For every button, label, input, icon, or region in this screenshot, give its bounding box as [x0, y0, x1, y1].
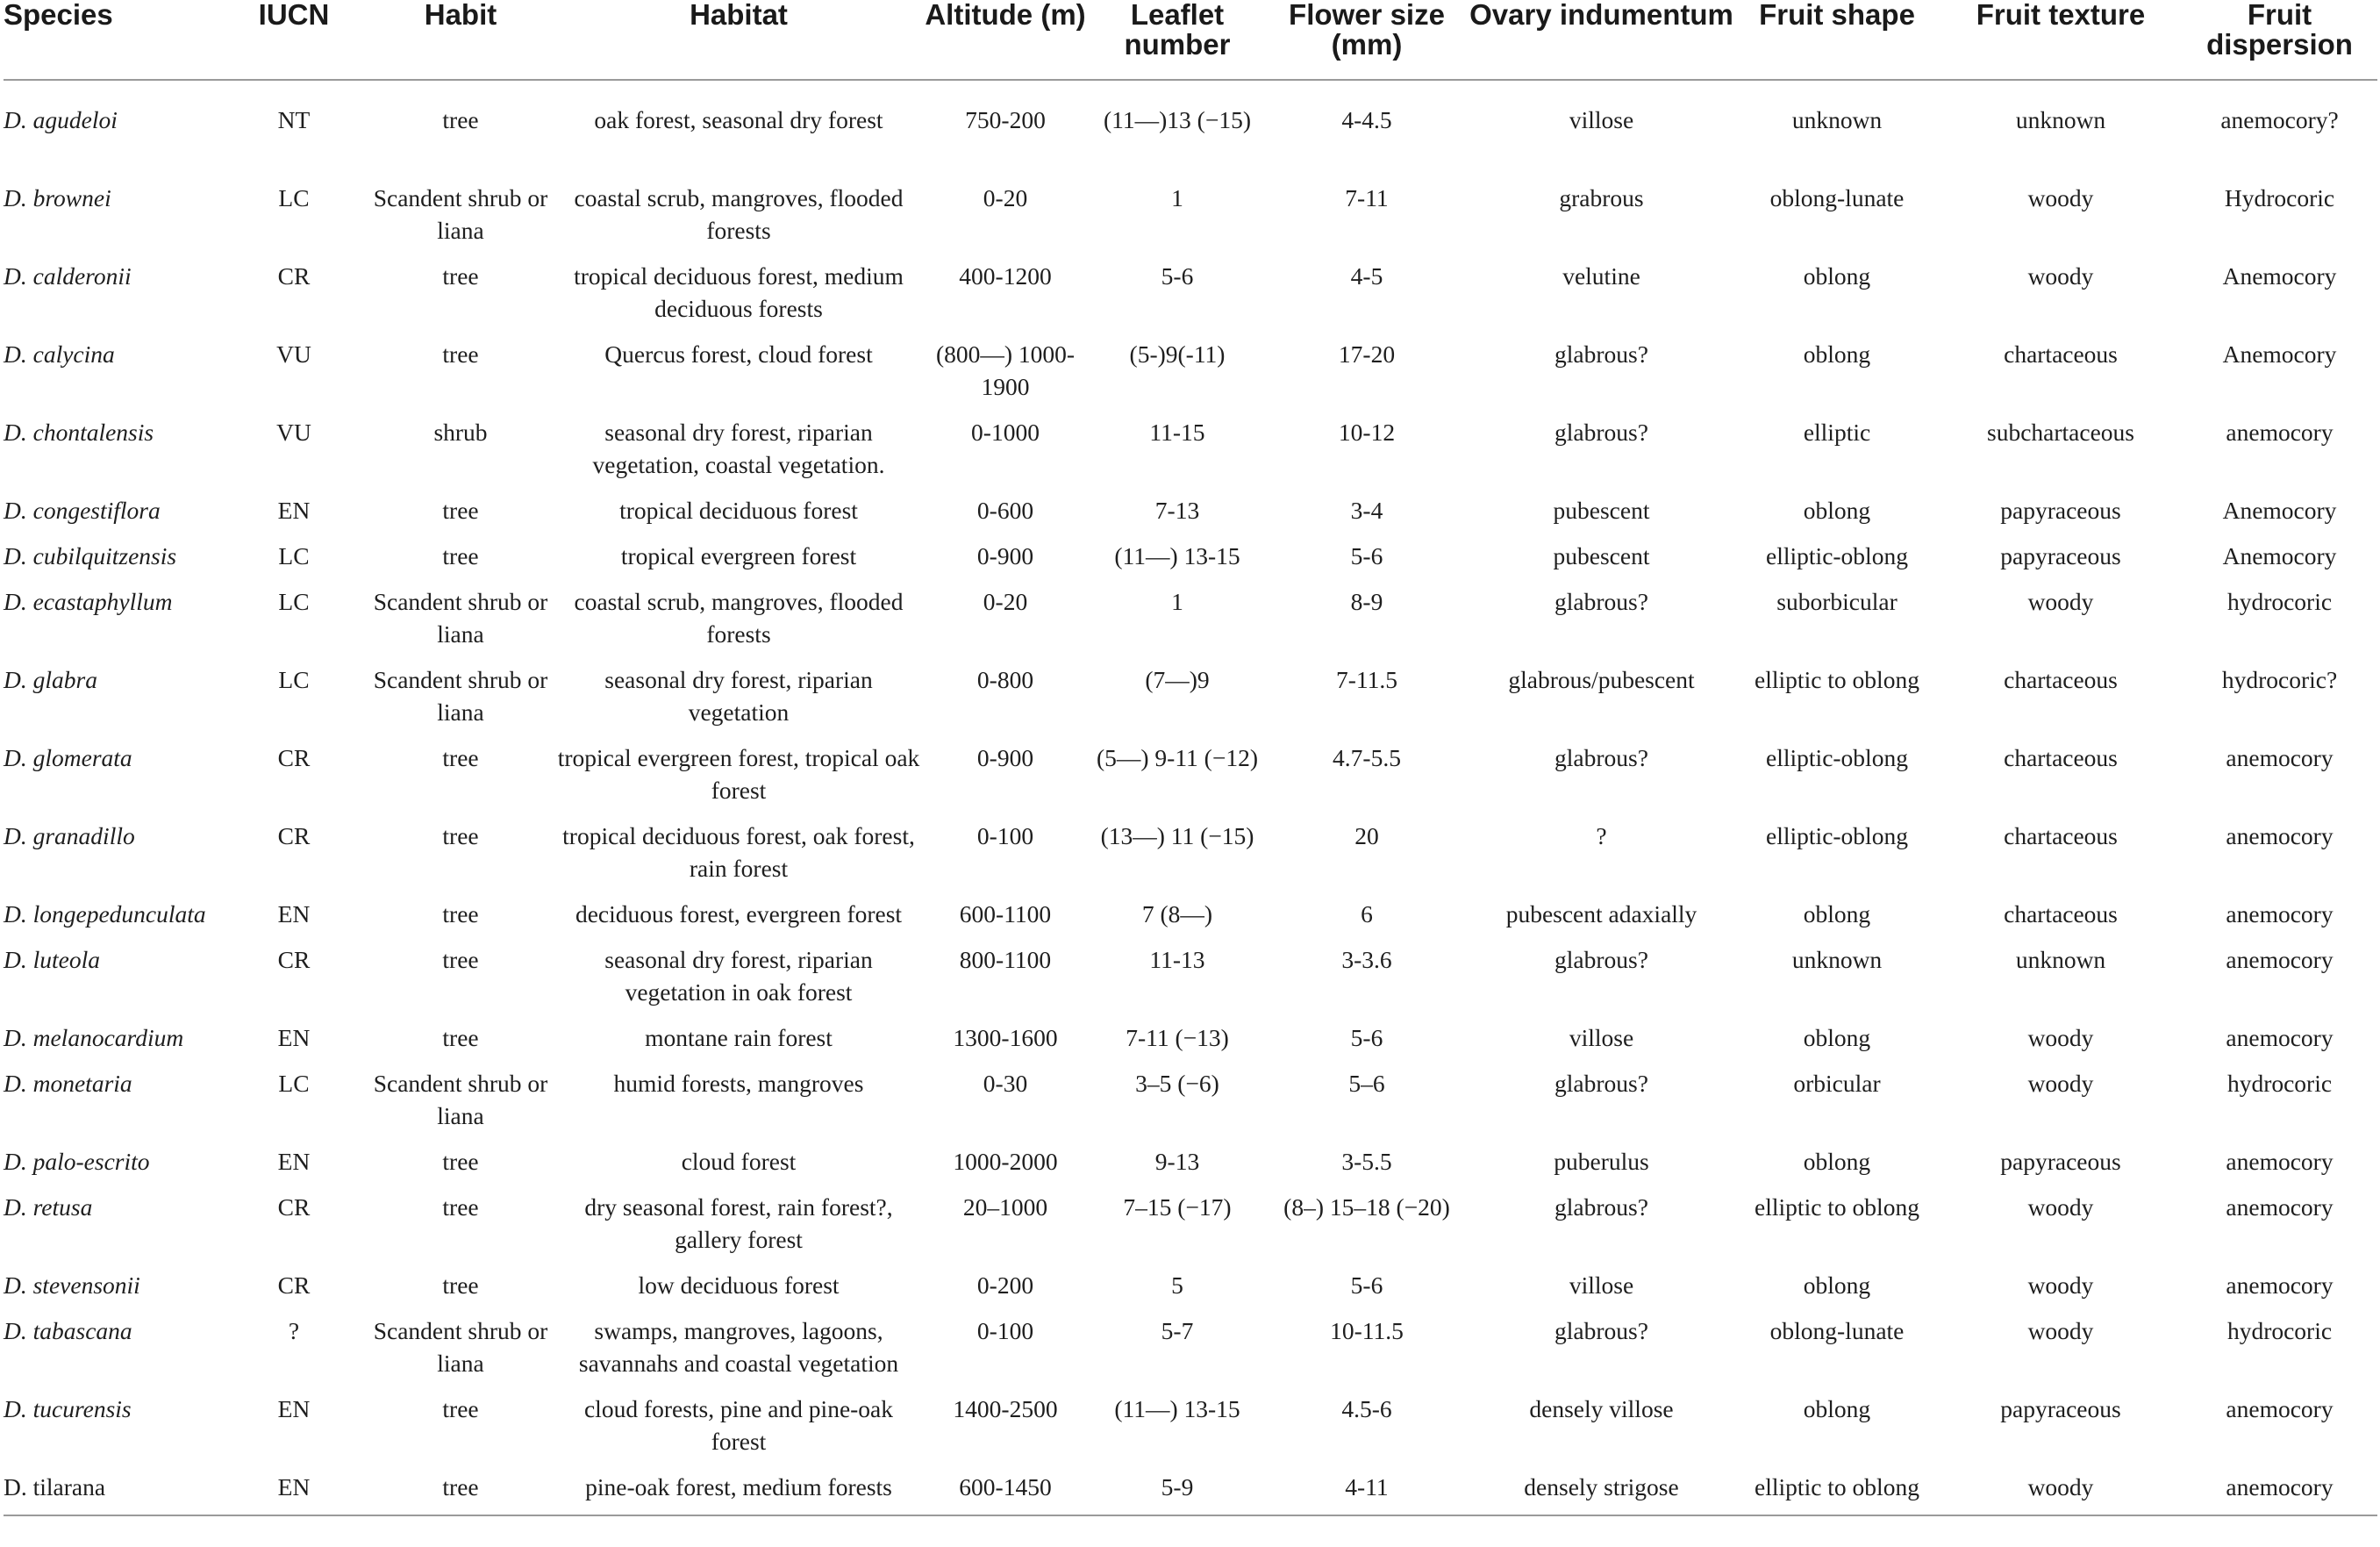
cell-altitude: 750-200 — [965, 106, 1046, 133]
cell-fruit-shape: elliptic-oblong — [1766, 542, 1908, 569]
cell-flower-size: 20 — [1354, 822, 1379, 849]
cell-iucn: CR — [277, 1193, 311, 1221]
cell-ovary-indumentum: ? — [1596, 822, 1607, 849]
cell-flower-size: 3-5.5 — [1341, 1148, 1392, 1175]
cell-fruit-dispersion: anemocory — [2226, 1024, 2334, 1051]
cell-fruit-texture: papyraceous — [2000, 497, 2121, 524]
cell-leaflet-number: (11—)13 (−15) — [1104, 106, 1251, 133]
cell-habitat: tropical deciduous forest, oak forest, rain forest — [562, 822, 915, 882]
cell-ovary-indumentum: pubescent — [1553, 542, 1650, 569]
cell-fruit-dispersion: anemocory — [2226, 900, 2334, 927]
species-traits-table — [4, 0, 2377, 1516]
cell-fruit-shape: oblong — [1803, 262, 1871, 290]
cell-fruit-texture: chartaceous — [2004, 822, 2118, 849]
cell-iucn: LC — [278, 666, 310, 693]
cell-species: D. longepedunculata — [4, 900, 206, 927]
cell-habit: tree — [442, 900, 479, 927]
cell-habitat: pine-oak forest, medium forests — [556, 1471, 921, 1515]
cell-ovary-indumentum: glabrous? — [1555, 946, 1648, 973]
cell-leaflet-number: 9-13 — [1154, 1148, 1200, 1175]
cell-fruit-shape: oblong — [1803, 900, 1871, 927]
cell-altitude: 0-800 — [976, 666, 1034, 693]
cell-habitat: dry seasonal forest, rain forest?, gallery forest — [584, 1193, 893, 1253]
table-row — [4, 494, 2377, 540]
cell-fruit-dispersion: Anemocory — [2222, 340, 2337, 368]
cell-fruit-dispersion: anemocory? — [2220, 106, 2339, 133]
cell-ovary-indumentum: glabrous? — [1555, 419, 1648, 446]
column-header-ovary-indumentum: Ovary indumentum — [1469, 0, 1734, 80]
cell-habit: tree — [442, 1148, 479, 1175]
cell-fruit-dispersion: anemocory — [2226, 1395, 2334, 1422]
cell-fruit-dispersion: Hydrocoric — [2224, 184, 2335, 211]
cell-altitude: 0-100 — [976, 1317, 1034, 1344]
cell-iucn: ? — [288, 1317, 300, 1344]
cell-species: D. granadillo — [4, 822, 135, 849]
cell-species: D. tucurensis — [4, 1395, 132, 1422]
table-row — [4, 1067, 2377, 1145]
cell-flower-size: 5-6 — [1350, 1024, 1383, 1051]
table-row — [4, 1145, 2377, 1191]
table-row — [4, 1191, 2377, 1269]
cell-habit: tree — [442, 106, 479, 133]
cell-fruit-dispersion: Anemocory — [2222, 497, 2337, 524]
cell-habitat: seasonal dry forest, riparian vegetation, coastal vegetation. — [592, 419, 885, 478]
cell-flower-size: 4-4.5 — [1341, 106, 1392, 133]
cell-habitat: tropical evergreen forest, tropical oak forest — [557, 744, 920, 804]
table-row — [4, 943, 2377, 1021]
cell-habitat: montane rain forest — [645, 1024, 833, 1051]
cell-leaflet-number: 5 — [1171, 1271, 1183, 1299]
cell-fruit-dispersion: Anemocory — [2222, 542, 2337, 569]
cell-species: D. congestiflora — [4, 497, 161, 524]
cell-fruit-texture: woody — [2027, 588, 2094, 615]
cell-flower-size: 5–6 — [1348, 1070, 1385, 1097]
cell-leaflet-number: (5-)9(-11) — [1129, 340, 1226, 368]
column-header-habit: Habit — [365, 0, 556, 80]
cell-habit: tree — [442, 262, 479, 290]
cell-fruit-shape: oblong-lunate — [1769, 1317, 1905, 1344]
cell-fruit-shape: elliptic to oblong — [1755, 666, 1919, 693]
table-row — [4, 416, 2377, 494]
cell-species: D. glabra — [4, 666, 97, 693]
cell-fruit-dispersion: hydrocoric — [2226, 1317, 2333, 1344]
cell-iucn: CR — [277, 1271, 311, 1299]
cell-species: D. luteola — [4, 946, 100, 973]
cell-leaflet-number: 7 (8—) — [1141, 900, 1213, 927]
cell-fruit-shape: oblong — [1803, 497, 1871, 524]
cell-fruit-dispersion: anemocory — [2226, 946, 2334, 973]
cell-habitat: tropical deciduous forest — [619, 497, 858, 524]
cell-fruit-texture: woody — [2027, 262, 2094, 290]
cell-habit: Scandent shrub or liana — [373, 666, 548, 726]
cell-flower-size: 4-11 — [1265, 1471, 1469, 1515]
cell-flower-size: 7-11 — [1345, 184, 1389, 211]
table-body — [4, 80, 2377, 1515]
cell-fruit-texture: chartaceous — [2004, 900, 2118, 927]
column-header-fruit-shape: Fruit shape — [1734, 0, 1940, 80]
cell-fruit-shape: suborbicular — [1776, 588, 1898, 615]
cell-ovary-indumentum: villose — [1569, 106, 1634, 133]
cell-fruit-dispersion: hydrocoric — [2226, 588, 2333, 615]
cell-flower-size: 4.5-6 — [1341, 1395, 1392, 1422]
table-row — [4, 182, 2377, 260]
cell-leaflet-number: 7-11 (−13) — [1126, 1024, 1229, 1051]
table-row — [4, 663, 2377, 741]
column-header-habitat: Habitat — [556, 0, 921, 80]
cell-altitude: 0-20 — [983, 184, 1028, 211]
cell-leaflet-number: (13—) 11 (−15) — [1100, 822, 1254, 849]
column-header-fruit-dispersion: Fruit dispersion — [2182, 0, 2377, 80]
cell-habitat: tropical evergreen forest — [620, 542, 857, 569]
cell-ovary-indumentum: pubescent — [1553, 497, 1650, 524]
cell-fruit-texture: unknown — [2015, 106, 2106, 133]
cell-iucn: CR — [277, 744, 311, 771]
cell-ovary-indumentum: densely villose — [1529, 1395, 1674, 1422]
table-row — [4, 1314, 2377, 1393]
cell-fruit-dispersion: anemocory — [2226, 1193, 2334, 1221]
cell-habitat: seasonal dry forest, riparian vegetation in oak forest — [604, 946, 873, 1006]
table-row — [4, 1269, 2377, 1314]
cell-ovary-indumentum: velutine — [1562, 262, 1640, 290]
table-row — [4, 80, 2377, 182]
cell-fruit-texture: papyraceous — [2000, 542, 2121, 569]
cell-ovary-indumentum: glabrous? — [1555, 588, 1648, 615]
cell-altitude: 1400-2500 — [953, 1395, 1058, 1422]
cell-iucn: CR — [277, 822, 311, 849]
cell-fruit-shape: oblong — [1803, 1148, 1871, 1175]
cell-fruit-texture: woody — [2027, 1271, 2094, 1299]
cell-fruit-dispersion: Anemocory — [2222, 262, 2337, 290]
cell-fruit-dispersion: anemocory — [2182, 1471, 2377, 1515]
cell-habit: Scandent shrub or liana — [373, 588, 548, 648]
cell-fruit-shape: elliptic-oblong — [1766, 822, 1908, 849]
cell-leaflet-number: 7-13 — [1154, 497, 1200, 524]
cell-ovary-indumentum: glabrous? — [1555, 1193, 1648, 1221]
cell-iucn: CR — [277, 946, 311, 973]
cell-ovary-indumentum: pubescent adaxially — [1505, 900, 1697, 927]
cell-leaflet-number: 11-13 — [1149, 946, 1205, 973]
cell-habit: tree — [442, 744, 479, 771]
cell-fruit-texture: subchartaceous — [1987, 419, 2134, 446]
cell-ovary-indumentum: glabrous? — [1555, 340, 1648, 368]
cell-ovary-indumentum: densely strigose — [1469, 1471, 1734, 1515]
cell-leaflet-number: (11—) 13-15 — [1114, 1395, 1240, 1422]
cell-species: D. brownei — [4, 184, 111, 211]
cell-altitude: 0-20 — [983, 588, 1028, 615]
cell-species: D. calycina — [4, 340, 115, 368]
table-row — [4, 898, 2377, 943]
cell-altitude: 0-900 — [976, 744, 1034, 771]
cell-habitat: swamps, mangroves, lagoons, savannahs and coastal vegetation — [578, 1317, 899, 1377]
cell-flower-size: 6 — [1361, 900, 1373, 927]
cell-fruit-texture: woody — [2027, 1070, 2094, 1097]
cell-species: D. ecastaphyllum — [4, 588, 173, 615]
cell-altitude: 20–1000 — [962, 1193, 1048, 1221]
cell-fruit-texture: chartaceous — [2004, 340, 2118, 368]
cell-fruit-shape: orbicular — [1793, 1070, 1881, 1097]
cell-habit: tree — [442, 946, 479, 973]
column-header-flower-size: Flower size (mm) — [1265, 0, 1469, 80]
table-row — [4, 741, 2377, 820]
table-row — [4, 540, 2377, 585]
cell-iucn: EN — [277, 900, 311, 927]
cell-habit: tree — [442, 822, 479, 849]
cell-altitude: (800—) 1000-1900 — [935, 340, 1076, 400]
cell-habit: tree — [442, 497, 479, 524]
cell-habitat: oak forest, seasonal dry forest — [594, 106, 883, 133]
cell-iucn: EN — [277, 1024, 311, 1051]
cell-fruit-shape: oblong — [1803, 1024, 1871, 1051]
cell-fruit-texture: papyraceous — [2000, 1395, 2121, 1422]
cell-fruit-texture: woody — [1940, 1471, 2182, 1515]
cell-fruit-dispersion: anemocory — [2226, 1148, 2334, 1175]
cell-leaflet-number: 5-7 — [1161, 1317, 1194, 1344]
cell-fruit-texture: papyraceous — [2000, 1148, 2121, 1175]
cell-leaflet-number: 11-15 — [1149, 419, 1205, 446]
cell-habit: tree — [365, 1471, 556, 1515]
cell-leaflet-number: 7–15 (−17) — [1123, 1193, 1232, 1221]
cell-altitude: 1300-1600 — [953, 1024, 1058, 1051]
cell-iucn: VU — [276, 340, 311, 368]
table-row — [4, 338, 2377, 416]
cell-altitude: 0-1000 — [971, 419, 1040, 446]
cell-leaflet-number: (11—) 13-15 — [1114, 542, 1240, 569]
cell-altitude: 400-1200 — [959, 262, 1052, 290]
cell-species: D. tabascana — [4, 1317, 132, 1344]
cell-fruit-shape: unknown — [1791, 106, 1883, 133]
cell-iucn: CR — [277, 262, 311, 290]
cell-species: D. chontalensis — [4, 419, 154, 446]
cell-habit: tree — [442, 340, 479, 368]
cell-habit: tree — [442, 1193, 479, 1221]
cell-ovary-indumentum: glabrous? — [1555, 1317, 1648, 1344]
cell-fruit-texture: unknown — [2015, 946, 2106, 973]
cell-iucn: LC — [278, 588, 310, 615]
cell-habitat: deciduous forest, evergreen forest — [575, 900, 903, 927]
header-row — [4, 0, 2377, 80]
cell-fruit-shape: elliptic-oblong — [1766, 744, 1908, 771]
cell-flower-size: 5-6 — [1350, 542, 1383, 569]
cell-ovary-indumentum: grabrous — [1559, 184, 1644, 211]
cell-ovary-indumentum: villose — [1569, 1271, 1634, 1299]
cell-flower-size: 10-11.5 — [1330, 1317, 1404, 1344]
cell-iucn: NT — [277, 106, 311, 133]
table-row — [4, 260, 2377, 338]
cell-fruit-shape: oblong — [1803, 340, 1871, 368]
cell-iucn: EN — [223, 1471, 365, 1515]
cell-flower-size: 8-9 — [1350, 588, 1383, 615]
cell-altitude: 600-1450 — [921, 1471, 1090, 1515]
cell-habitat: cloud forest — [681, 1148, 797, 1175]
cell-flower-size: 4.7-5.5 — [1333, 744, 1401, 771]
table-row — [4, 820, 2377, 898]
cell-leaflet-number: 5-6 — [1161, 262, 1194, 290]
cell-fruit-texture: woody — [2027, 184, 2094, 211]
table-row — [4, 1021, 2377, 1067]
cell-leaflet-number: (7—)9 — [1145, 666, 1210, 693]
column-header-altitude: Altitude (m) — [921, 0, 1090, 80]
cell-altitude: 0-30 — [983, 1070, 1028, 1097]
cell-habitat: seasonal dry forest, riparian vegetation — [604, 666, 873, 726]
cell-flower-size: 10-12 — [1338, 419, 1396, 446]
cell-habitat: tropical deciduous forest, medium deciduous forests — [574, 262, 904, 322]
cell-altitude: 1000-2000 — [953, 1148, 1058, 1175]
cell-fruit-texture: woody — [2027, 1024, 2094, 1051]
cell-flower-size: (8–) 15–18 (−20) — [1283, 1193, 1450, 1221]
cell-ovary-indumentum: glabrous? — [1555, 1070, 1648, 1097]
cell-leaflet-number: 1 — [1171, 588, 1183, 615]
cell-fruit-dispersion: anemocory — [2226, 822, 2334, 849]
cell-leaflet-number: 3–5 (−6) — [1135, 1070, 1219, 1097]
cell-altitude: 800-1100 — [959, 946, 1052, 973]
cell-species: D. melanocardium — [4, 1024, 184, 1051]
column-header-fruit-texture: Fruit texture — [1940, 0, 2182, 80]
cell-fruit-shape: oblong — [1803, 1271, 1871, 1299]
cell-flower-size: 3-3.6 — [1341, 946, 1392, 973]
cell-flower-size: 7-11.5 — [1335, 666, 1397, 693]
cell-species: D. tilarana — [4, 1471, 223, 1515]
cell-ovary-indumentum: glabrous/pubescent — [1508, 666, 1695, 693]
cell-habitat: coastal scrub, mangroves, flooded forests — [574, 588, 904, 648]
cell-fruit-shape: elliptic to oblong — [1734, 1471, 1940, 1515]
cell-iucn: LC — [278, 542, 310, 569]
cell-habit: Scandent shrub or liana — [373, 1317, 548, 1377]
cell-fruit-dispersion: hydrocoric — [2226, 1070, 2333, 1097]
cell-flower-size: 4-5 — [1350, 262, 1383, 290]
cell-fruit-dispersion: anemocory — [2226, 419, 2334, 446]
column-header-species: Species — [4, 0, 223, 80]
cell-species: D. calderonii — [4, 262, 132, 290]
table-row — [4, 1393, 2377, 1471]
cell-fruit-texture: chartaceous — [2004, 666, 2118, 693]
cell-altitude: 0-100 — [976, 822, 1034, 849]
cell-leaflet-number: 5-9 — [1090, 1471, 1265, 1515]
cell-fruit-shape: elliptic — [1803, 419, 1871, 446]
cell-ovary-indumentum: villose — [1569, 1024, 1634, 1051]
cell-flower-size: 5-6 — [1350, 1271, 1383, 1299]
cell-habit: tree — [442, 1395, 479, 1422]
cell-fruit-dispersion: hydrocoric? — [2221, 666, 2338, 693]
cell-habitat: Quercus forest, cloud forest — [604, 340, 873, 368]
cell-flower-size: 3-4 — [1350, 497, 1383, 524]
cell-fruit-shape: unknown — [1791, 946, 1883, 973]
cell-habit: Scandent shrub or liana — [373, 1070, 548, 1129]
table-row — [4, 585, 2377, 663]
column-header-leaflet-number: Leaflet number — [1090, 0, 1265, 80]
cell-fruit-texture: woody — [2027, 1193, 2094, 1221]
cell-habit: tree — [442, 1024, 479, 1051]
cell-habit: tree — [442, 542, 479, 569]
cell-species: D. stevensonii — [4, 1271, 140, 1299]
cell-altitude: 0-200 — [976, 1271, 1034, 1299]
cell-habit: shrub — [433, 419, 488, 446]
cell-habitat: humid forests, mangroves — [613, 1070, 864, 1097]
cell-species: D. palo-escrito — [4, 1148, 150, 1175]
cell-altitude: 0-900 — [976, 542, 1034, 569]
cell-species: D. agudeloi — [4, 106, 118, 133]
cell-altitude: 0-600 — [976, 497, 1034, 524]
cell-iucn: LC — [278, 184, 310, 211]
cell-species: D. cubilquitzensis — [4, 542, 177, 569]
cell-fruit-texture: chartaceous — [2004, 744, 2118, 771]
table-row — [4, 1471, 2377, 1515]
cell-leaflet-number: (5—) 9-11 (−12) — [1096, 744, 1259, 771]
cell-flower-size: 17-20 — [1338, 340, 1396, 368]
cell-fruit-shape: elliptic to oblong — [1755, 1193, 1919, 1221]
cell-fruit-shape: oblong-lunate — [1769, 184, 1905, 211]
cell-habit: tree — [442, 1271, 479, 1299]
column-header-iucn: IUCN — [223, 0, 365, 80]
cell-fruit-dispersion: anemocory — [2226, 744, 2334, 771]
cell-altitude: 600-1100 — [959, 900, 1052, 927]
cell-habitat: low deciduous forest — [638, 1271, 840, 1299]
cell-iucn: EN — [277, 1148, 311, 1175]
cell-fruit-dispersion: anemocory — [2226, 1271, 2334, 1299]
cell-habitat: cloud forests, pine and pine-oak forest — [583, 1395, 894, 1455]
cell-leaflet-number: 1 — [1171, 184, 1183, 211]
cell-species: D. monetaria — [4, 1070, 132, 1097]
cell-species: D. retusa — [4, 1193, 93, 1221]
cell-ovary-indumentum: puberulus — [1554, 1148, 1649, 1175]
cell-habit: Scandent shrub or liana — [373, 184, 548, 244]
cell-species: D. glomerata — [4, 744, 132, 771]
cell-iucn: EN — [277, 497, 311, 524]
cell-ovary-indumentum: glabrous? — [1555, 744, 1648, 771]
cell-habitat: coastal scrub, mangroves, flooded forests — [574, 184, 904, 244]
cell-fruit-texture: woody — [2027, 1317, 2094, 1344]
cell-iucn: VU — [276, 419, 311, 446]
cell-iucn: EN — [277, 1395, 311, 1422]
cell-fruit-shape: oblong — [1803, 1395, 1871, 1422]
cell-iucn: LC — [278, 1070, 310, 1097]
